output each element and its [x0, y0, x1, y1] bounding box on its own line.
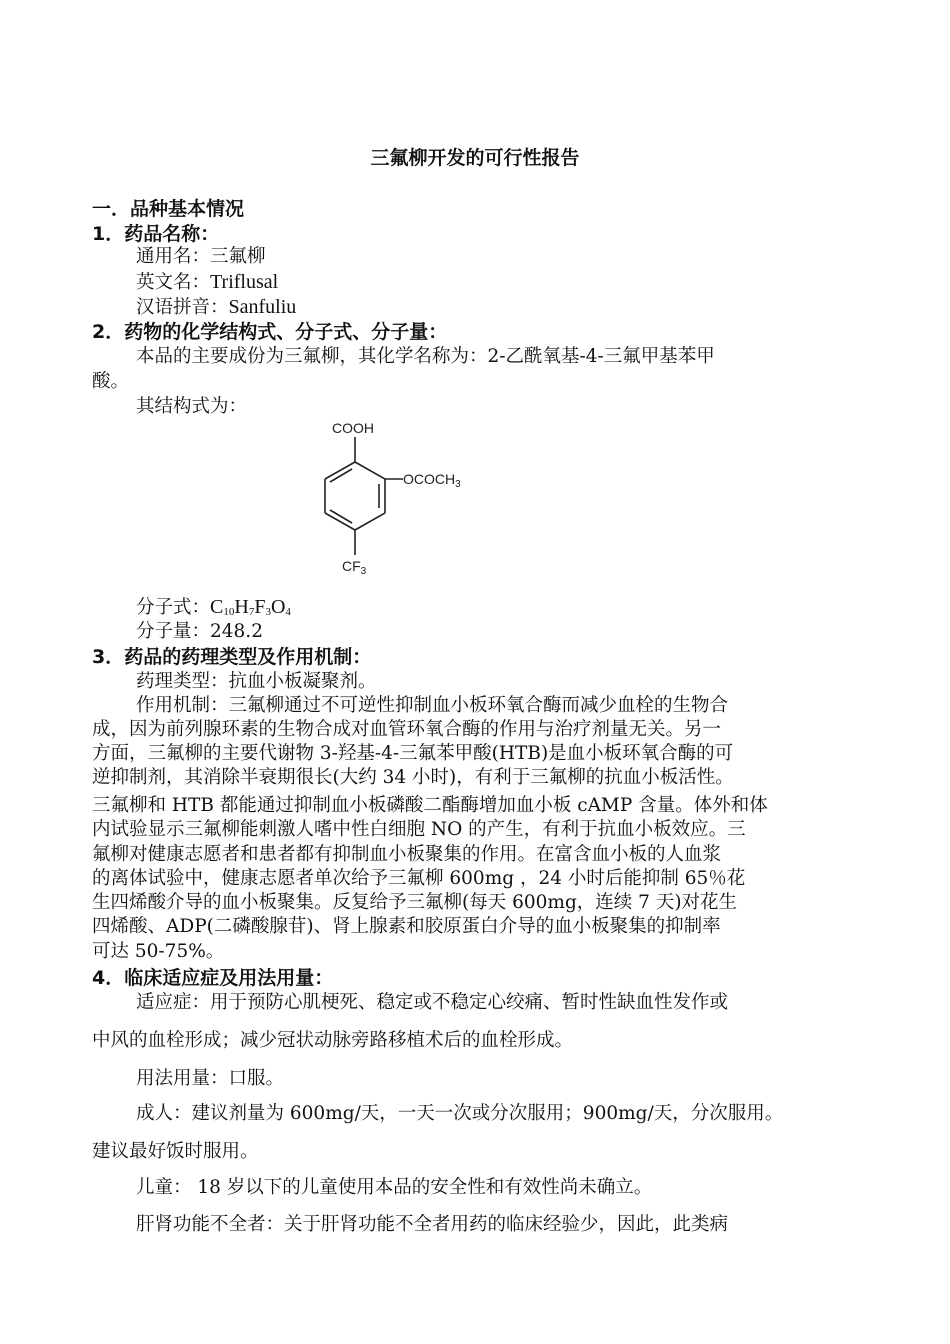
- mechanism-line: 生四烯酸介导的血小板聚集。反复给予三氟柳(每天 600mg，连续 7 天)对花生: [92, 892, 738, 913]
- mechanism-line: 氟柳对健康志愿者和患者都有抑制血小板聚集的作用。在富含血小板的人血浆: [92, 844, 722, 865]
- pinyin-value: Sanfuliu: [228, 296, 297, 318]
- adult-dose-line-2: 建议最好饭时服用。: [92, 1141, 259, 1162]
- ococh3-label: $OCOCH_3$: [403, 471, 461, 490]
- ring-bond: [355, 462, 385, 479]
- cooh-label: COOH: [332, 420, 374, 436]
- chemical-name-line-2: 酸。: [92, 371, 130, 392]
- clinical-heading: 4．临床适应症及用法用量：: [92, 967, 334, 989]
- molecular-formula-label: 分子式：: [136, 597, 211, 618]
- chemical-structure-diagram: [290, 415, 470, 585]
- document-title: 三氟柳开发的可行性报告: [370, 147, 580, 169]
- ring-double-bond: [330, 469, 352, 482]
- mechanism-line: 逆抑制剂，其消除半衰期很长(大约 34 小时)，有利于三氟柳的抗血小板活性。: [92, 767, 734, 788]
- usage-line: 用法用量：口服。: [136, 1068, 285, 1089]
- structure-label: 其结构式为：: [136, 396, 248, 417]
- benzene-ring: [325, 437, 403, 555]
- mechanism-line: 内试验显示三氟柳能刺激人嗜中性白细胞 NO 的产生，有利于抗血小板效应。三: [92, 819, 746, 840]
- mechanism-line: 三氟柳和 HTB 都能通过抑制血小板磷酸二酯酶增加血小板 cAMP 含量。体外和体: [92, 795, 768, 816]
- indication-line-2: 中风的血栓形成；减少冠状动脉旁路移植术后的血栓形成。: [92, 1030, 574, 1051]
- english-name-value: Triflusal: [210, 271, 279, 293]
- adult-dose-line-1: 成人：建议剂量为 600mg/天，一天一次或分次服用；900mg/天，分次服用。: [136, 1103, 784, 1124]
- mechanism-line: 四烯酸、ADP(二磷酸腺苷)、肾上腺素和胶原蛋白介导的血小板聚集的抑制率: [92, 916, 721, 937]
- cf3-label: $CF_3$: [342, 558, 367, 577]
- english-name-label: 英文名：: [136, 272, 211, 293]
- pharmacology-heading: 3．药品的药理类型及作用机制：: [92, 646, 372, 668]
- mechanism-line: 可达 50-75%。: [92, 941, 225, 962]
- indication-line-1: 适应症：用于预防心肌梗死、稳定或不稳定心绞痛、暂时性缺血性发作或: [136, 992, 729, 1013]
- molecular-weight: 分子量：248.2: [136, 621, 263, 642]
- generic-name: 通用名：三氟柳: [136, 246, 266, 267]
- structure-heading: 2．药物的化学结构式、分子式、分子量：: [92, 321, 448, 343]
- mechanism-line: 成，因为前列腺环素的生物合成对血管环氧合酶的作用与治疗剂量无关。另一: [92, 719, 722, 740]
- mechanism-line: 的离体试验中，健康志愿者单次给予三氟柳 600mg ，24 小时后能抑制 65％花: [92, 868, 746, 889]
- molecular-formula: $C_{10}H_7F_3O_4$: [210, 596, 291, 618]
- chemical-name-line-1: 本品的主要成份为三氟柳，其化学名称为：2-乙酰氧基-4-三氟甲基苯甲: [136, 346, 715, 367]
- liver-kidney-line: 肝肾功能不全者：关于肝肾功能不全者用药的临床经验少，因此，此类病: [136, 1214, 729, 1235]
- drug-name-heading: 1．药品名称：: [92, 223, 220, 245]
- pinyin-line: [136, 295, 296, 320]
- section-heading-basic-info: 一．品种基本情况: [92, 198, 245, 220]
- child-dose-line: 儿童： 18 岁以下的儿童使用本品的安全性和有效性尚未确立。: [136, 1177, 653, 1198]
- pharmacology-type: 药理类型：抗血小板凝聚剂。: [136, 671, 377, 692]
- mechanism-line: 作用机制：三氟柳通过不可逆性抑制血小板环氧合酶而减少血栓的生物合: [136, 695, 729, 716]
- english-name-line: [136, 270, 278, 295]
- ring-bond: [355, 513, 385, 530]
- mechanism-line: 方面，三氟柳的主要代谢物 3-羟基-4-三氟苯甲酸(HTB)是血小板环氧合酶的可: [92, 743, 734, 764]
- pinyin-label: 汉语拼音：: [136, 297, 229, 318]
- ring-double-bond: [330, 510, 352, 523]
